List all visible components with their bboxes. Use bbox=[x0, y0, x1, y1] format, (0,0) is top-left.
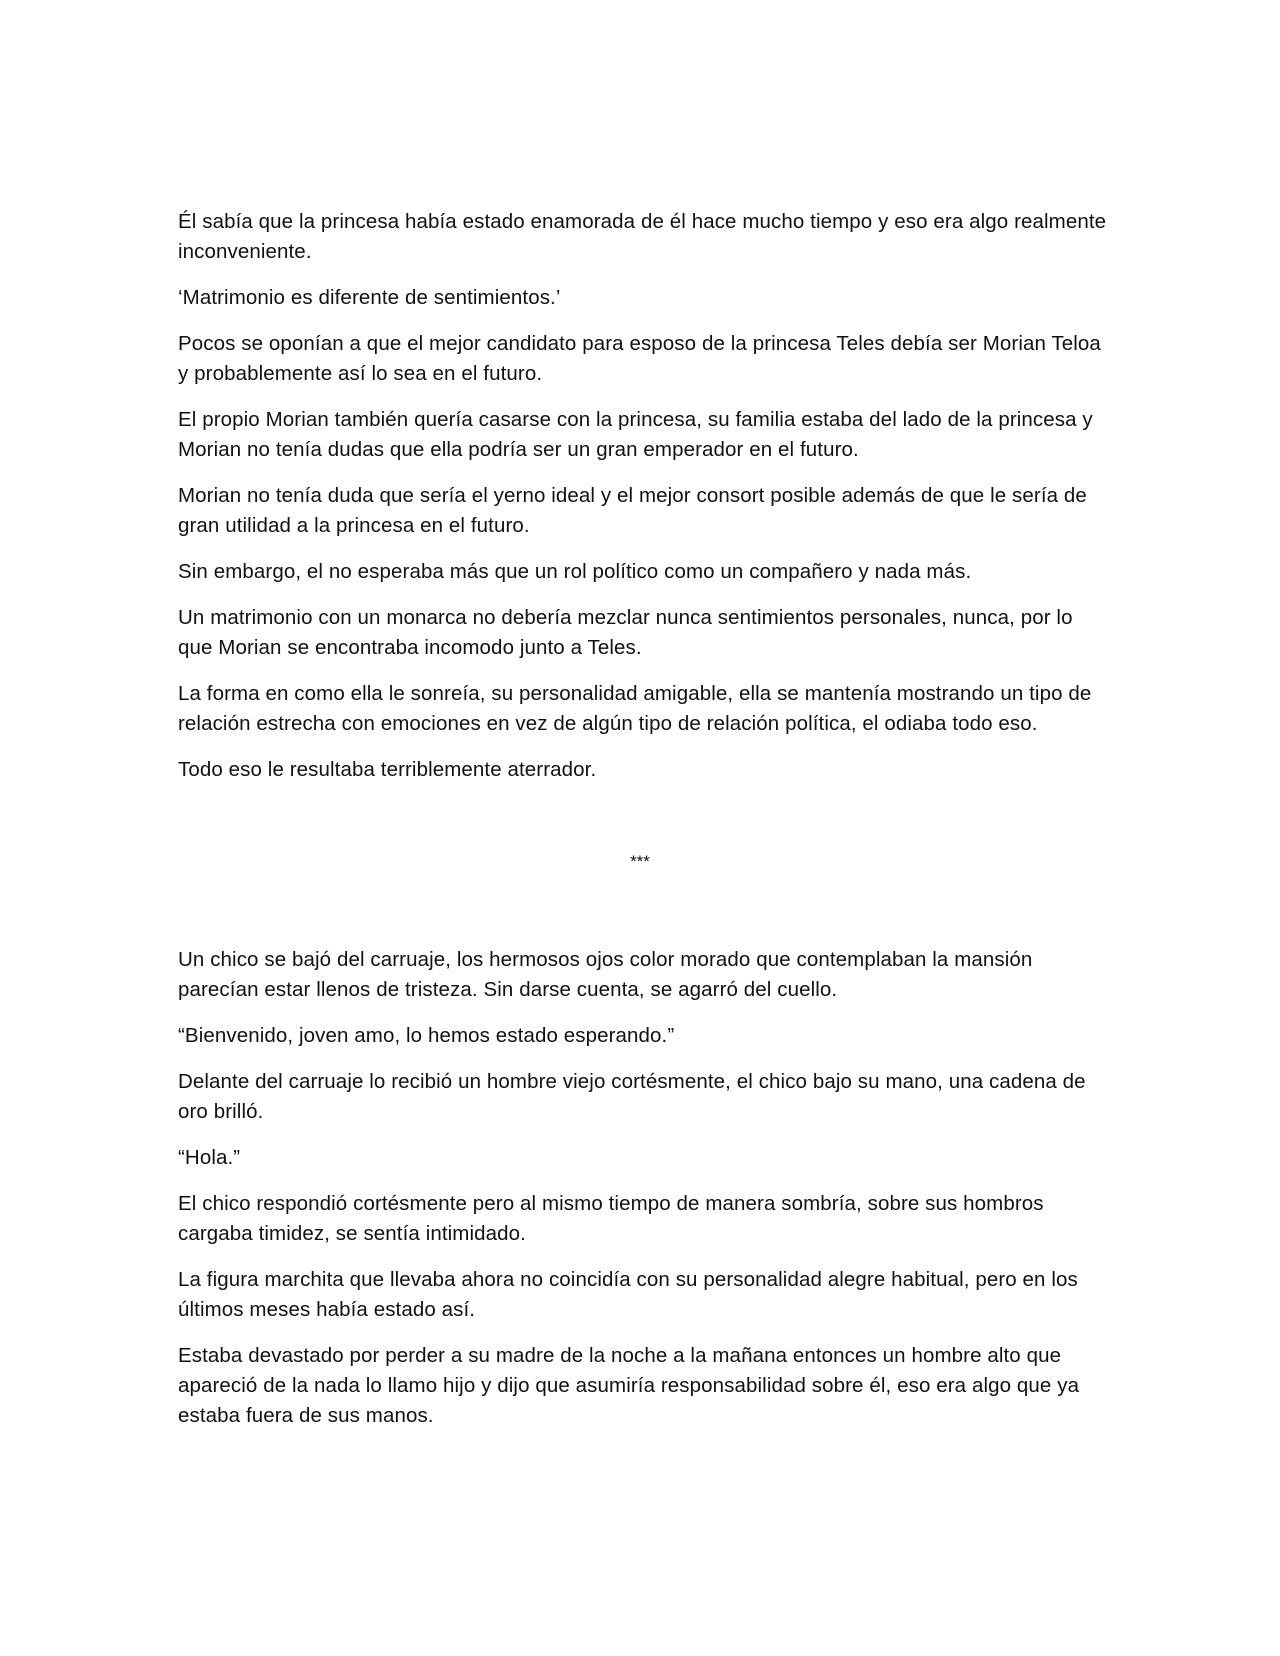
paragraph: “Hola.” bbox=[178, 1146, 241, 1169]
paragraph: El chico respondió cortésmente pero al mismo tiempo de manera sombría, sobre sus hombros cargaba timidez, se sentía intimidado. bbox=[178, 1192, 1044, 1245]
paragraph: Morian no tenía duda que sería el yerno ideal y el mejor consort posible además de que le sería de gran utilidad a la princesa en el futuro. bbox=[178, 484, 1087, 537]
section-two bbox=[178, 945, 1108, 1431]
paragraph: “Bienvenido, joven amo, lo hemos estado esperando.” bbox=[178, 1024, 675, 1047]
paragraph: ‘Matrimonio es diferente de sentimientos.’ bbox=[178, 286, 561, 309]
paragraph: La forma en como ella le sonreía, su personalidad amigable, ella se mantenía mostrando un tipo de relación estrecha con emociones en vez de algún tipo de relación política, el odiaba todo eso. bbox=[178, 682, 1092, 735]
paragraph: Delante del carruaje lo recibió un hombre viejo cortésmente, el chico bajo su mano, una cadena de oro brilló. bbox=[178, 1070, 1086, 1123]
scene-break: *** bbox=[630, 852, 650, 871]
paragraph: Todo eso le resultaba terriblemente aterrador. bbox=[178, 758, 597, 781]
paragraph: El propio Morian también quería casarse con la princesa, su familia estaba del lado de la princesa y Morian no tenía dudas que ella podría ser un gran emperador en el futuro. bbox=[178, 408, 1093, 461]
paragraph: Estaba devastado por perder a su madre de la noche a la mañana entonces un hombre alto que apareció de la nada lo llamo hijo y dijo que asumiría responsabilidad sobre él, eso era algo que ya estaba fuera de sus manos. bbox=[178, 1344, 1080, 1427]
paragraph: Un matrimonio con un monarca no debería mezclar nunca sentimientos personales, nunca, por lo que Morian se encontraba incomodo junto a Teles. bbox=[178, 606, 1073, 659]
paragraph: La figura marchita que llevaba ahora no coincidía con su personalidad alegre habitual, pero en los últimos meses había estado así. bbox=[178, 1268, 1078, 1321]
paragraph: Él sabía que la princesa había estado enamorada de él hace mucho tiempo y eso era algo realmente inconveniente. bbox=[178, 210, 1107, 263]
paragraph: Pocos se oponían a que el mejor candidato para esposo de la princesa Teles debía ser Morian Teloa y probablemente así lo sea en el futuro. bbox=[178, 332, 1101, 385]
paragraph: Sin embargo, el no esperaba más que un rol político como un compañero y nada más. bbox=[178, 560, 972, 583]
paragraph: Un chico se bajó del carruaje, los hermosos ojos color morado que contemplaban la mansión parecían estar llenos de tristeza. Sin darse cuenta, se agarró del cuello. bbox=[178, 948, 1033, 1001]
section-one bbox=[178, 207, 1108, 785]
